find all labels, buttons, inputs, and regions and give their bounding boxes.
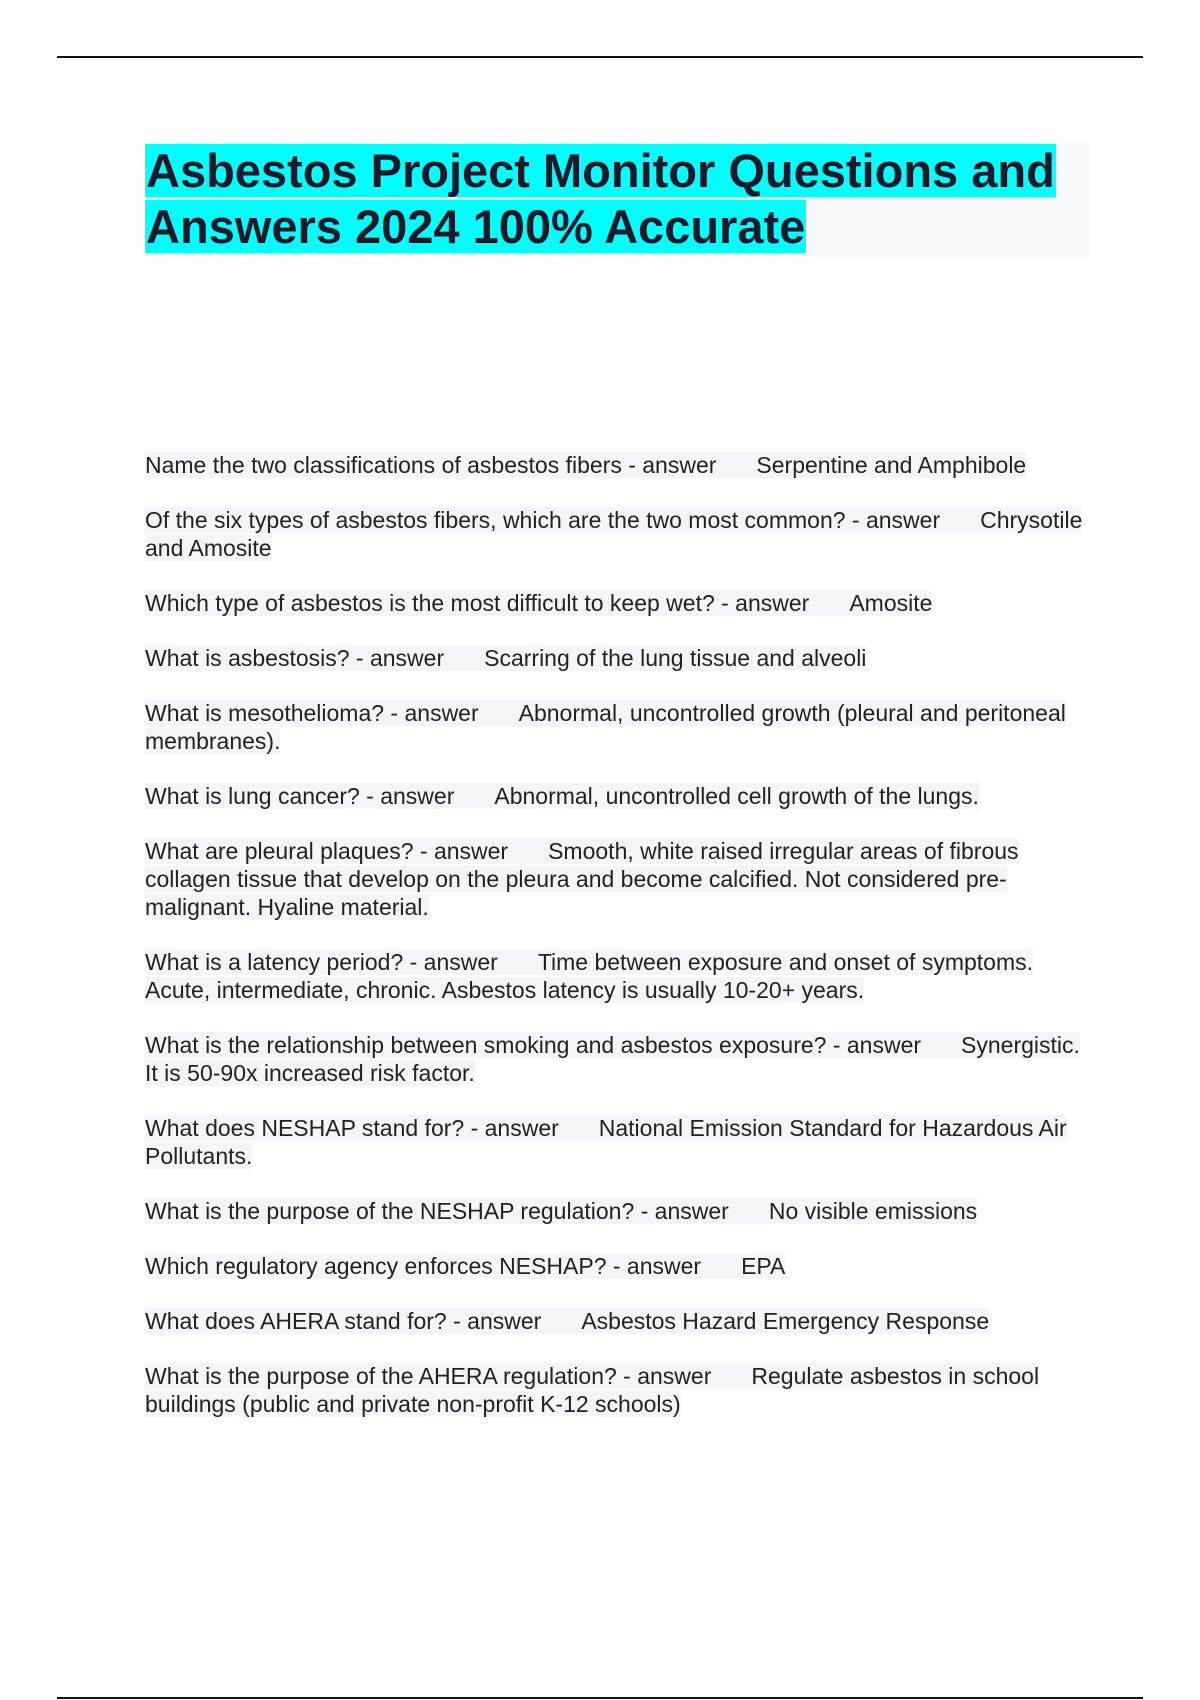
bottom-rule (57, 1697, 1143, 1699)
question-text: Of the six types of asbestos fibers, which are the two most common? - answer (145, 507, 941, 533)
answer-text: Amosite (849, 590, 933, 616)
answer-text: Regulate asbestos in school buildings (public and private non-profit K-12 schools) (145, 1363, 1040, 1417)
qa-item (145, 506, 1095, 562)
qa-line (145, 1032, 1080, 1086)
question-text: Which type of asbestos is the most difficult to keep wet? - answer (145, 590, 810, 616)
qa-line (145, 590, 932, 616)
qa-line (145, 783, 979, 809)
answer-text: Smooth, white raised irregular areas of fibrous collagen tissue that develop on the pleura and become calcified. Not considered pre-malignant. Hyaline material. (145, 838, 1019, 920)
qa-line (145, 645, 866, 671)
question-text: What is the purpose of the NESHAP regulation? - answer (145, 1198, 729, 1224)
answer-text: Time between exposure and onset of symptoms. Acute, intermediate, chronic. Asbestos latency is usually 10-20+ years. (145, 949, 1034, 1003)
answer-text: Synergistic. It is 50-90x increased risk factor. (145, 1032, 1080, 1086)
question-text: What is lung cancer? - answer (145, 783, 455, 809)
qa-item (145, 1114, 1095, 1170)
qa-line (145, 1363, 1039, 1417)
question-text: Which regulatory agency enforces NESHAP? - answer (145, 1253, 702, 1279)
question-text: What is the relationship between smoking and asbestos exposure? - answer (145, 1032, 922, 1058)
qa-item (145, 1307, 1095, 1335)
qa-item (145, 1252, 1095, 1280)
title-block (145, 143, 1089, 257)
qa-item (145, 589, 1095, 617)
answer-text: Scarring of the lung tissue and alveoli (484, 645, 867, 671)
qa-item (145, 451, 1095, 479)
qa-item (145, 1362, 1095, 1418)
document-title (145, 143, 1089, 255)
qa-line (145, 949, 1033, 1003)
question-text: What are pleural plaques? - answer (145, 838, 509, 864)
question-text: What is the purpose of the AHERA regulation? - answer (145, 1363, 712, 1389)
qa-list (145, 451, 1095, 1445)
qa-item (145, 1197, 1095, 1225)
question-text: What does NESHAP stand for? - answer (145, 1115, 559, 1141)
qa-item (145, 644, 1095, 672)
question-text: What does AHERA stand for? - answer (145, 1308, 542, 1334)
qa-item (145, 1031, 1095, 1087)
answer-text: EPA (741, 1253, 786, 1279)
answer-text: National Emission Standard for Hazardous Air Pollutants. (145, 1115, 1067, 1169)
question-text: What is mesothelioma? - answer (145, 700, 479, 726)
qa-item (145, 699, 1095, 755)
title-highlight: Asbestos Project Monitor Questions and Answers 2024 100% Accurate (146, 144, 1055, 253)
answer-text: Abnormal, uncontrolled cell growth of the lungs. (494, 783, 979, 809)
qa-item (145, 782, 1095, 810)
qa-line (145, 507, 1082, 561)
qa-item (145, 948, 1095, 1004)
question-text: What is a latency period? - answer (145, 949, 498, 975)
qa-line (145, 838, 1019, 920)
answer-text: Chrysotile and Amosite (145, 507, 1083, 561)
answer-text: Serpentine and Amphibole (756, 452, 1027, 478)
qa-line (145, 700, 1066, 754)
qa-line (145, 1308, 989, 1334)
top-rule (57, 56, 1143, 58)
answer-text: No visible emissions (768, 1198, 978, 1224)
question-text: What is asbestosis? - answer (145, 645, 445, 671)
question-text: Name the two classifications of asbestos fibers - answer (145, 452, 717, 478)
qa-item (145, 837, 1095, 921)
qa-line (145, 452, 1026, 478)
answer-text: Abnormal, uncontrolled growth (pleural and peritoneal membranes). (145, 700, 1066, 754)
qa-line (145, 1253, 785, 1279)
qa-line (145, 1198, 977, 1224)
answer-text: Asbestos Hazard Emergency Response (581, 1308, 990, 1334)
qa-line (145, 1115, 1067, 1169)
